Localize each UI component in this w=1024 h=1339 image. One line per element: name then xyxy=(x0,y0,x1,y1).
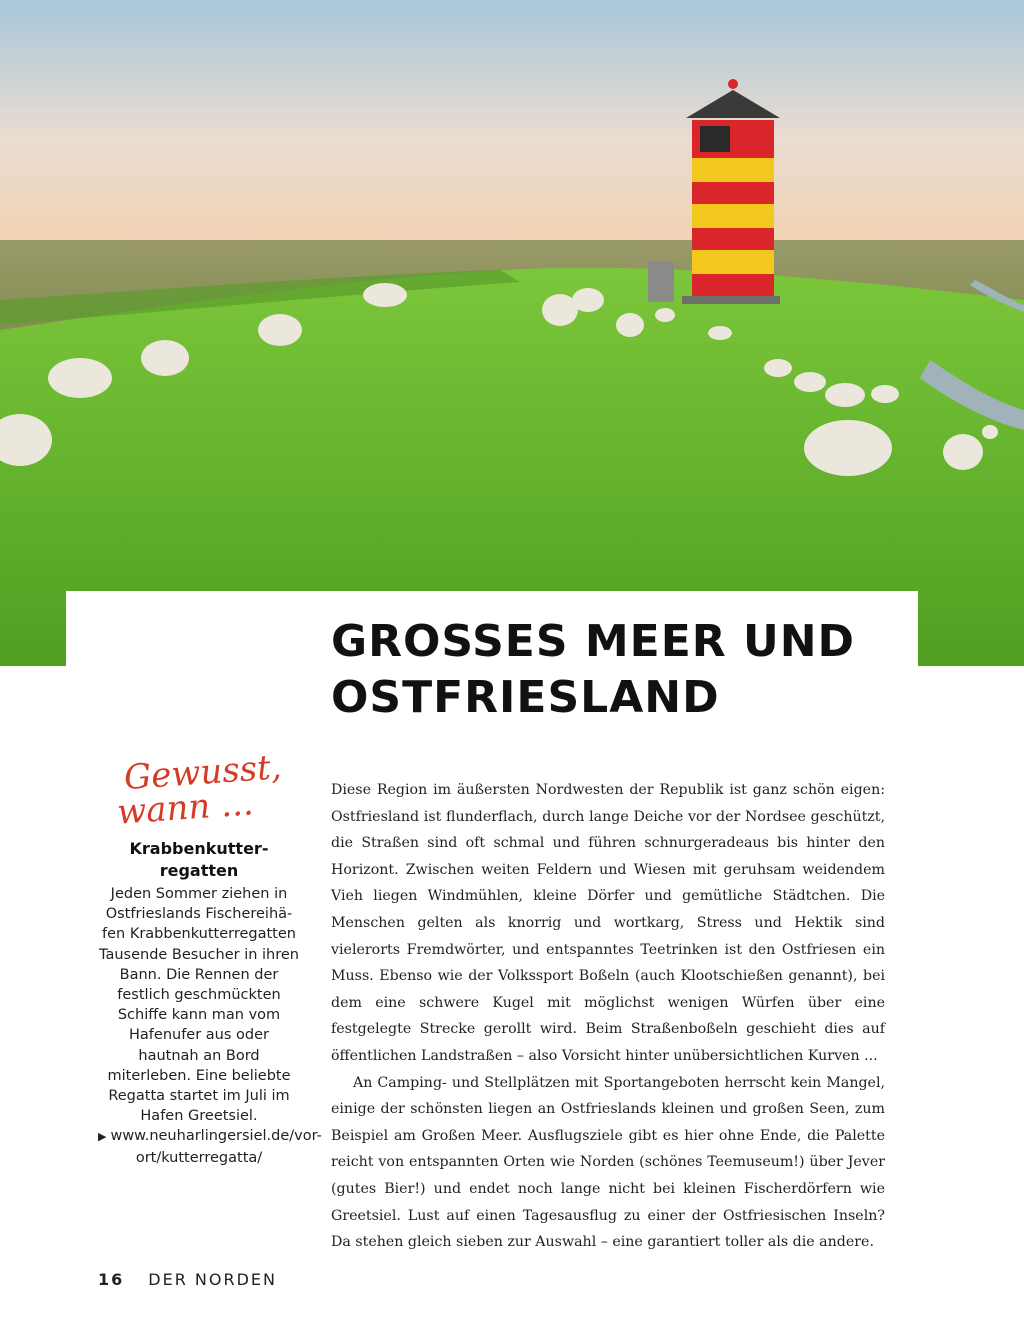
page-footer xyxy=(98,1270,277,1289)
body-paragraph-2: An Camping- und Stellplätzen mit Sportangeboten herrscht kein Mangel, einige der schönsten liegen an Ostfrieslands kleinen und großen Seen, zum Beispiel am Großen Meer. Ausflugsziele gibt es hier ohne Ende, die Palette reicht von entspannten Orten wie Norden (schönes Teemuseum!) über Jever (gutes Bier!) und endet noch lange nicht bei kleinen Fischerdörfern wie Greetsiel. Lust auf einen Tagesausflug zu einer der Ostfriesischen Inseln? Da stehen gleich sieben zur Auswahl – eine garantiert toller als die andere. xyxy=(331,1074,885,1251)
kicker-line-1: Gewusst, xyxy=(122,747,283,799)
page-title xyxy=(331,614,855,726)
sidebar-link-text[interactable]: www.neuharlingersiel.de/vor-ort/kutterregatta/ xyxy=(110,1128,322,1166)
sidebar-text: Jeden Sommer ziehen in Ostfrieslands Fischereihäfen Krabbenkutterregatten Tausende Besucher in ihren Bann. Die Rennen der festlich geschmückten Schiffe kann man vom Hafenufer aus oder hautnah an Bord miterleben. Eine beliebte Regatta startet im Juli im Hafen Greetsiel. xyxy=(99,886,299,1125)
title-line-1: GROSSES MEER UND xyxy=(331,616,856,667)
sidebar-kicker xyxy=(96,749,302,831)
sidebar-heading: Krabbenkutter-regatten xyxy=(129,839,269,880)
sidebar-box xyxy=(98,747,322,1168)
triangle-right-icon: ▶ xyxy=(98,1130,107,1144)
title-line-2: OSTFRIESLAND xyxy=(331,672,720,723)
body-text xyxy=(331,777,885,1256)
sidebar-link[interactable] xyxy=(98,1126,322,1167)
lighthouse-landscape-image xyxy=(0,0,1024,666)
body-paragraph-1: Diese Region im äußersten Nordwesten der Republik ist ganz schön eigen: Ostfriesland ist flunderflach, durch lange Deiche vor der Nordsee geschützt, die Straßen sind oft schmal und führen schnurgeradeaus bis hinter den Horizont. Zwischen weiten Feldern und Wiesen mit geruhsam weidendem Vieh liegen Windmühlen, kleine Dörfer und gemütliche Städtchen. Die Menschen gelten als knorrig und wortkarg, Stress und Hektik sind vielerorts Fremdwörter, und entspanntes Teetrinken ist den Ostfriesen ein Muss. Ebenso wie der Volkssport Boßeln (auch Klootschießen genannt), bei dem eine schwere Kugel mit möglichst wenigen Würfen über eine festgelegte Strecke gerollt wird. Beim Straßenboßeln geschieht dies auf öffentlichen Landstraßen – also Vorsicht hinter unübersichtlichen Kurven ... xyxy=(331,782,885,1064)
hero-photo xyxy=(0,0,1024,666)
section-name: DER NORDEN xyxy=(148,1270,277,1289)
page-number: 16 xyxy=(98,1270,125,1289)
kicker-line-2: wann ... xyxy=(115,783,255,833)
